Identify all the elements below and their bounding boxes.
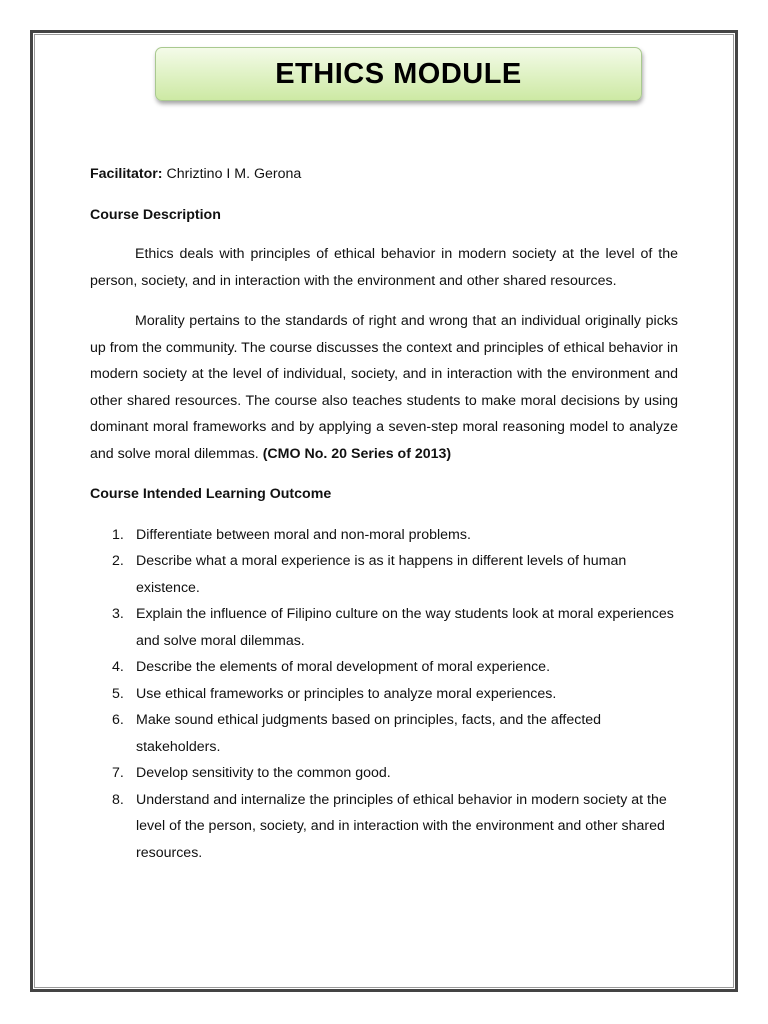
list-item — [90, 601, 678, 654]
list-item — [90, 707, 678, 760]
course-description-heading: Course Description — [90, 206, 221, 223]
list-item — [90, 787, 678, 867]
list-item — [90, 760, 678, 787]
facilitator-line — [90, 161, 678, 188]
list-item-text: Describe the elements of moral development of moral experience. — [136, 659, 551, 675]
title-banner — [155, 47, 642, 101]
list-item — [90, 654, 678, 681]
facilitator-name: Chriztino I M. Gerona — [166, 166, 302, 182]
list-item-text: Describe what a moral experience is as it happens in different levels of human existence. — [136, 553, 627, 596]
list-item-text: Develop sensitivity to the common good. — [136, 765, 391, 781]
list-item-number: 3. — [112, 606, 124, 622]
course-description-paragraph-1: Ethics deals with principles of ethical behavior in modern society at the level of the person, society, and in interaction with the environment and other shared resources. — [90, 246, 678, 289]
course-description-paragraph-2 — [90, 308, 678, 467]
list-item-number: 7. — [112, 765, 124, 781]
list-item-number: 5. — [112, 685, 124, 702]
list-item-text: Explain the influence of Filipino culture on the way students look at moral experiences and solve moral dilemmas. — [136, 606, 674, 649]
list-item-number: 4. — [112, 659, 124, 675]
list-item-number: 8. — [112, 791, 124, 808]
list-item — [90, 681, 678, 708]
list-item-text: Understand and internalize the principles of ethical behavior in modern society at the level of the person, society, and in interaction with the environment and other shared resources. — [136, 791, 667, 861]
learning-outcomes-heading: Course Intended Learning Outcome — [90, 486, 332, 502]
page-title: ETHICS MODULE — [275, 57, 522, 90]
cmo-citation: (CMO No. 20 Series of 2013) — [262, 445, 452, 462]
list-item-number: 1. — [112, 526, 124, 543]
list-item-text: Differentiate between moral and non-moral problems. — [136, 526, 471, 543]
course-description-paragraph-2-text: Morality pertains to the standards of right and wrong that an individual originally picks up from the community. The course discusses the context and principles of ethical behavior in modern society at the level of individual, society, and in interaction with the environment and other shared resources. The course also teaches students to make moral decisions by using dominant moral frameworks and by applying a seven-step moral reasoning model to analyze and solve moral dilemmas. — [90, 313, 678, 462]
list-item — [90, 548, 678, 601]
list-item-number: 6. — [112, 712, 124, 728]
list-item-text: Make sound ethical judgments based on principles, facts, and the affected stakeholders. — [136, 712, 602, 755]
list-item — [90, 522, 678, 549]
learning-outcomes-list — [90, 522, 678, 867]
list-item-text: Use ethical frameworks or principles to analyze moral experiences. — [136, 685, 557, 702]
facilitator-label: Facilitator: — [90, 166, 163, 182]
list-item-number: 2. — [112, 553, 124, 569]
document-body — [90, 161, 678, 866]
